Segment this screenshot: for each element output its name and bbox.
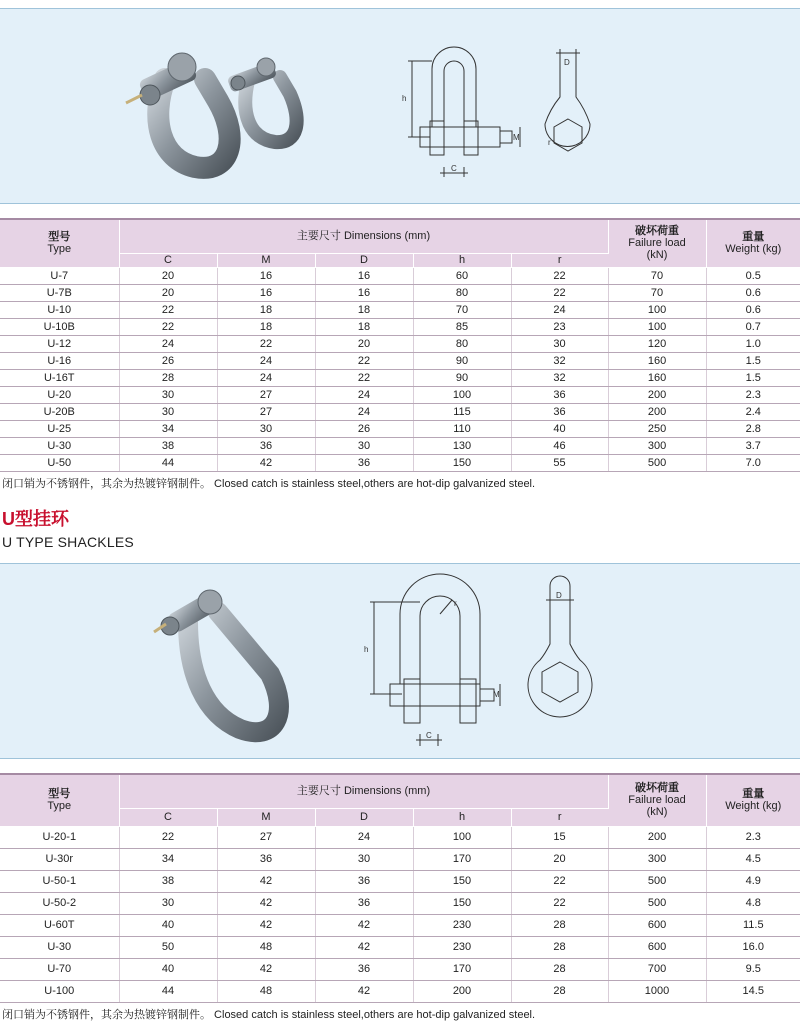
value-cell: 30	[217, 420, 315, 437]
value-cell: 100	[608, 301, 706, 318]
value-cell: 150	[413, 870, 511, 892]
dimensions-header-2: 主要尺寸 Dimensions (mm)	[119, 774, 608, 808]
value-cell: 300	[608, 437, 706, 454]
value-cell: 90	[413, 369, 511, 386]
value-cell: 24	[119, 335, 217, 352]
value-cell: 18	[315, 301, 413, 318]
value-cell: 27	[217, 403, 315, 420]
table-body-1	[0, 267, 800, 471]
table-row	[0, 848, 800, 870]
value-cell: 26	[315, 420, 413, 437]
value-cell: 22	[315, 352, 413, 369]
table-row	[0, 267, 800, 284]
value-cell: 14.5	[706, 980, 800, 1002]
value-cell: 30	[119, 892, 217, 914]
value-cell: 2.3	[706, 826, 800, 848]
value-cell: 36	[511, 403, 608, 420]
value-cell: 160	[608, 369, 706, 386]
value-cell: 42	[315, 914, 413, 936]
value-cell: 22	[511, 892, 608, 914]
value-cell: 36	[315, 958, 413, 980]
table-row	[0, 301, 800, 318]
type-cell: U-50-1	[0, 870, 119, 892]
table-row	[0, 980, 800, 1002]
shackle-illustration-1	[0, 9, 800, 204]
table-row	[0, 936, 800, 958]
shackle-drawing-front	[408, 47, 520, 177]
dim-label-d-2: D	[556, 591, 562, 600]
value-cell: 11.5	[706, 914, 800, 936]
value-cell: 27	[217, 826, 315, 848]
col-header-h-2: h	[413, 808, 511, 826]
value-cell: 26	[119, 352, 217, 369]
value-cell: 500	[608, 892, 706, 914]
value-cell: 30	[315, 848, 413, 870]
value-cell: 16	[217, 267, 315, 284]
value-cell: 110	[413, 420, 511, 437]
value-cell: 32	[511, 352, 608, 369]
value-cell: 22	[511, 267, 608, 284]
shackle-illustration-2	[0, 564, 800, 759]
value-cell: 170	[413, 848, 511, 870]
value-cell: 27	[217, 386, 315, 403]
value-cell: 36	[511, 386, 608, 403]
value-cell: 70	[608, 267, 706, 284]
value-cell: 50	[119, 936, 217, 958]
value-cell: 36	[217, 437, 315, 454]
value-cell: 2.4	[706, 403, 800, 420]
value-cell: 28	[511, 936, 608, 958]
col-header-h: h	[413, 253, 511, 267]
large-shackle-photo	[126, 53, 230, 168]
value-cell: 170	[413, 958, 511, 980]
value-cell: 24	[217, 352, 315, 369]
value-cell: 42	[217, 454, 315, 471]
type-cell: U-20-1	[0, 826, 119, 848]
type-cell: U-20	[0, 386, 119, 403]
value-cell: 30	[315, 437, 413, 454]
value-cell: 55	[511, 454, 608, 471]
value-cell: 600	[608, 914, 706, 936]
value-cell: 42	[217, 892, 315, 914]
type-cell: U-60T	[0, 914, 119, 936]
value-cell: 42	[217, 958, 315, 980]
type-cell: U-10B	[0, 318, 119, 335]
spec-table-1	[0, 218, 800, 472]
table-row	[0, 352, 800, 369]
value-cell: 250	[608, 420, 706, 437]
type-cell: U-16T	[0, 369, 119, 386]
type-cell: U-7	[0, 267, 119, 284]
dim-label-r-2: r	[454, 599, 457, 608]
u-shackle-drawing-front	[370, 574, 500, 746]
table-row	[0, 914, 800, 936]
value-cell: 70	[413, 301, 511, 318]
value-cell: 18	[217, 301, 315, 318]
type-cell: U-7B	[0, 284, 119, 301]
dim-label-h-2: h	[364, 645, 369, 654]
value-cell: 15	[511, 826, 608, 848]
value-cell: 16.0	[706, 936, 800, 958]
value-cell: 1000	[608, 980, 706, 1002]
dim-label-c-1: C	[451, 164, 457, 173]
value-cell: 24	[315, 403, 413, 420]
value-cell: 3.7	[706, 437, 800, 454]
value-cell: 24	[315, 386, 413, 403]
value-cell: 1.5	[706, 352, 800, 369]
value-cell: 40	[511, 420, 608, 437]
value-cell: 38	[119, 437, 217, 454]
value-cell: 4.8	[706, 892, 800, 914]
type-cell: U-12	[0, 335, 119, 352]
table-row	[0, 437, 800, 454]
value-cell: 2.8	[706, 420, 800, 437]
value-cell: 48	[217, 980, 315, 1002]
value-cell: 18	[315, 318, 413, 335]
value-cell: 115	[413, 403, 511, 420]
col-header-r: r	[511, 253, 608, 267]
value-cell: 100	[608, 318, 706, 335]
value-cell: 200	[608, 403, 706, 420]
material-note-1: 闭口销为不锈钢件，其余为热镀锌钢制件。 Closed catch is stainless steel,others are hot-dip galvanized steel.	[2, 478, 536, 490]
weight-header: 重量 Weight (kg)	[706, 219, 800, 267]
value-cell: 22	[511, 284, 608, 301]
value-cell: 40	[119, 958, 217, 980]
value-cell: 0.6	[706, 301, 800, 318]
table-row	[0, 420, 800, 437]
value-cell: 130	[413, 437, 511, 454]
value-cell: 70	[608, 284, 706, 301]
value-cell: 700	[608, 958, 706, 980]
table-row	[0, 335, 800, 352]
dim-label-r-1: r	[548, 138, 551, 147]
value-cell: 42	[217, 914, 315, 936]
value-cell: 20	[315, 335, 413, 352]
type-cell: U-50-2	[0, 892, 119, 914]
col-header-m: M	[217, 253, 315, 267]
value-cell: 150	[413, 454, 511, 471]
value-cell: 0.7	[706, 318, 800, 335]
type-cell: U-25	[0, 420, 119, 437]
value-cell: 48	[217, 936, 315, 958]
value-cell: 34	[119, 420, 217, 437]
value-cell: 46	[511, 437, 608, 454]
value-cell: 1.0	[706, 335, 800, 352]
value-cell: 44	[119, 980, 217, 1002]
value-cell: 20	[119, 267, 217, 284]
value-cell: 120	[608, 335, 706, 352]
dim-label-h-1: h	[402, 94, 407, 103]
value-cell: 28	[511, 958, 608, 980]
value-cell: 22	[315, 369, 413, 386]
value-cell: 22	[511, 870, 608, 892]
table-row	[0, 826, 800, 848]
value-cell: 28	[119, 369, 217, 386]
spec-table-2	[0, 773, 800, 1003]
value-cell: 7.0	[706, 454, 800, 471]
value-cell: 20	[511, 848, 608, 870]
type-cell: U-20B	[0, 403, 119, 420]
value-cell: 300	[608, 848, 706, 870]
value-cell: 4.9	[706, 870, 800, 892]
table-row	[0, 958, 800, 980]
value-cell: 80	[413, 335, 511, 352]
table-row	[0, 386, 800, 403]
value-cell: 85	[413, 318, 511, 335]
value-cell: 200	[608, 386, 706, 403]
type-cell: U-100	[0, 980, 119, 1002]
value-cell: 34	[119, 848, 217, 870]
value-cell: 42	[315, 980, 413, 1002]
value-cell: 100	[413, 386, 511, 403]
table-row	[0, 318, 800, 335]
value-cell: 2.3	[706, 386, 800, 403]
col-header-c-2: C	[119, 808, 217, 826]
value-cell: 200	[413, 980, 511, 1002]
table-row	[0, 369, 800, 386]
value-cell: 16	[315, 267, 413, 284]
value-cell: 44	[119, 454, 217, 471]
value-cell: 60	[413, 267, 511, 284]
long-shackle-photo	[154, 590, 279, 732]
value-cell: 100	[413, 826, 511, 848]
type-cell: U-30r	[0, 848, 119, 870]
value-cell: 500	[608, 454, 706, 471]
type-header: 型号 Type	[0, 219, 119, 267]
value-cell: 30	[119, 386, 217, 403]
value-cell: 30	[119, 403, 217, 420]
value-cell: 200	[608, 826, 706, 848]
value-cell: 42	[217, 870, 315, 892]
value-cell: 38	[119, 870, 217, 892]
dimensions-header: 主要尺寸 Dimensions (mm)	[119, 219, 608, 253]
dim-label-d-1: D	[564, 58, 570, 67]
type-cell: U-50	[0, 454, 119, 471]
value-cell: 0.6	[706, 284, 800, 301]
value-cell: 16	[217, 284, 315, 301]
value-cell: 28	[511, 980, 608, 1002]
value-cell: 18	[217, 318, 315, 335]
value-cell: 600	[608, 936, 706, 958]
value-cell: 0.5	[706, 267, 800, 284]
section-title-cn: U型挂环	[2, 509, 69, 529]
dim-label-c-2: C	[426, 731, 432, 740]
product-image-panel-2	[0, 563, 800, 759]
value-cell: 22	[119, 826, 217, 848]
value-cell: 42	[315, 936, 413, 958]
value-cell: 36	[217, 848, 315, 870]
value-cell: 24	[511, 301, 608, 318]
value-cell: 24	[315, 826, 413, 848]
col-header-r-2: r	[511, 808, 608, 826]
table-row	[0, 454, 800, 471]
table-row	[0, 403, 800, 420]
value-cell: 230	[413, 914, 511, 936]
table-body-2	[0, 826, 800, 1002]
col-header-c: C	[119, 253, 217, 267]
type-header-2: 型号 Type	[0, 774, 119, 826]
table-row	[0, 892, 800, 914]
col-header-m-2: M	[217, 808, 315, 826]
weight-header-2: 重量 Weight (kg)	[706, 774, 800, 826]
table-row	[0, 284, 800, 301]
value-cell: 4.5	[706, 848, 800, 870]
value-cell: 500	[608, 870, 706, 892]
value-cell: 22	[217, 335, 315, 352]
value-cell: 24	[217, 369, 315, 386]
material-note-2: 闭口销为不锈钢件，其余为热镀锌钢制件。 Closed catch is stainless steel,others are hot-dip galvanized steel.	[2, 1009, 536, 1021]
value-cell: 1.5	[706, 369, 800, 386]
value-cell: 90	[413, 352, 511, 369]
failure-load-header-2: 破坏荷重 Failure load (kN)	[608, 774, 706, 826]
value-cell: 36	[315, 870, 413, 892]
value-cell: 80	[413, 284, 511, 301]
value-cell: 160	[608, 352, 706, 369]
value-cell: 32	[511, 369, 608, 386]
value-cell: 36	[315, 454, 413, 471]
section-title-en: U TYPE SHACKLES	[2, 534, 134, 550]
value-cell: 230	[413, 936, 511, 958]
dim-label-m-2: M	[493, 690, 500, 699]
value-cell: 40	[119, 914, 217, 936]
col-header-d-2: D	[315, 808, 413, 826]
dim-label-m-1: M	[513, 133, 520, 142]
value-cell: 20	[119, 284, 217, 301]
type-cell: U-16	[0, 352, 119, 369]
type-cell: U-10	[0, 301, 119, 318]
failure-load-header: 破坏荷重 Failure load (kN)	[608, 219, 706, 267]
value-cell: 9.5	[706, 958, 800, 980]
table-row	[0, 870, 800, 892]
value-cell: 28	[511, 914, 608, 936]
type-cell: U-70	[0, 958, 119, 980]
value-cell: 16	[315, 284, 413, 301]
value-cell: 23	[511, 318, 608, 335]
value-cell: 36	[315, 892, 413, 914]
value-cell: 30	[511, 335, 608, 352]
col-header-d: D	[315, 253, 413, 267]
type-cell: U-30	[0, 437, 119, 454]
value-cell: 22	[119, 318, 217, 335]
value-cell: 22	[119, 301, 217, 318]
value-cell: 150	[413, 892, 511, 914]
type-cell: U-30	[0, 936, 119, 958]
product-image-panel-1	[0, 8, 800, 204]
